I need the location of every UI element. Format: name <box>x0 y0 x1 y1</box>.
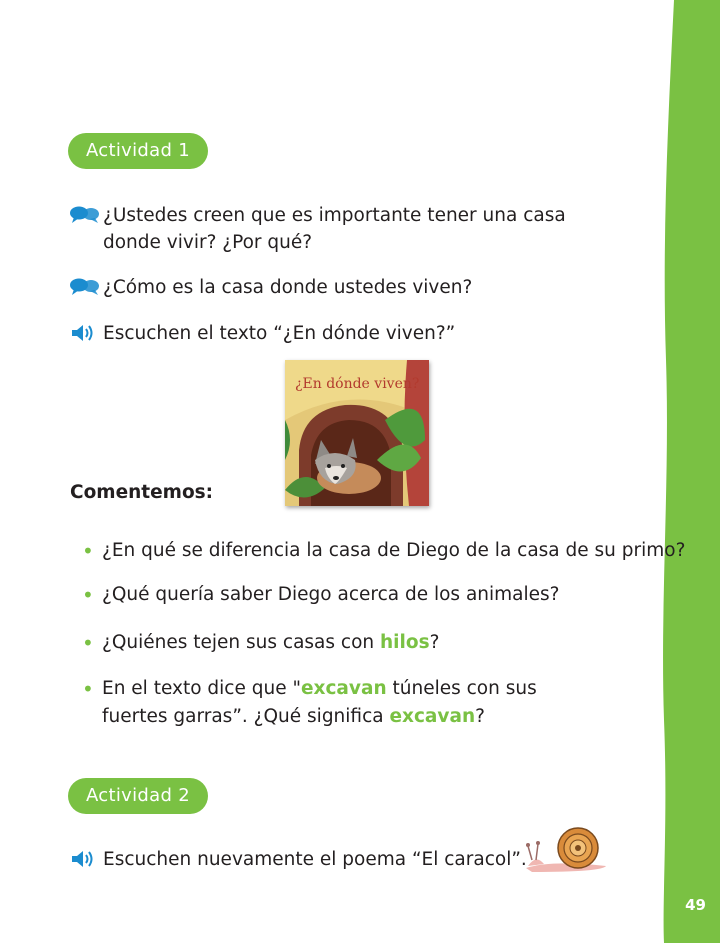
comment-question-4: • En el texto dice que "excavan túneles con sus fuertes garras”. ¿Qué significa excavan? <box>82 677 537 727</box>
highlight-word: excavan <box>300 678 387 699</box>
question-2 <box>70 274 472 301</box>
listen-instruction-1-text: Escuchen el texto “¿En dónde viven?” <box>103 323 456 344</box>
bullet-dot: • <box>82 631 94 655</box>
snail-icon <box>522 826 610 872</box>
speech-bubbles-icon <box>70 277 100 297</box>
book-cover-title: ¿En dónde viven? <box>295 376 420 392</box>
highlight-word: hilos <box>380 632 430 653</box>
comment-question-1: • ¿En qué se diferencia la casa de Diego de la casa de su primo? <box>82 539 686 563</box>
question-2-text: ¿Cómo es la casa donde ustedes viven? <box>103 277 473 298</box>
question-1-line-1: ¿Ustedes creen que es importante tener una casa <box>103 205 566 226</box>
bullet-dot: • <box>82 677 94 701</box>
comment-question-2: • ¿Qué quería saber Diego acerca de los animales? <box>82 583 560 607</box>
side-band <box>660 0 720 943</box>
listen-instruction-1 <box>70 320 455 347</box>
speech-bubbles-icon <box>70 205 100 225</box>
speaker-icon <box>70 323 96 343</box>
comments-heading: Comentemos: <box>70 482 214 503</box>
listen-instruction-2 <box>70 846 527 873</box>
bullet-dot: • <box>82 583 94 607</box>
question-1 <box>70 202 566 256</box>
page-number: 49 <box>685 896 706 914</box>
bullet-dot: • <box>82 539 94 563</box>
speaker-icon <box>70 849 96 869</box>
activity-2-label: Actividad 2 <box>68 778 208 814</box>
book-cover-image <box>285 360 429 506</box>
activity-1-label: Actividad 1 <box>68 133 208 169</box>
comment-question-3: • ¿Quiénes tejen sus casas con hilos? <box>82 631 440 655</box>
highlight-word: excavan <box>389 706 476 727</box>
listen-instruction-2-text: Escuchen nuevamente el poema “El caracol”. <box>103 849 527 870</box>
question-1-line-2: donde vivir? ¿Por qué? <box>103 232 313 253</box>
